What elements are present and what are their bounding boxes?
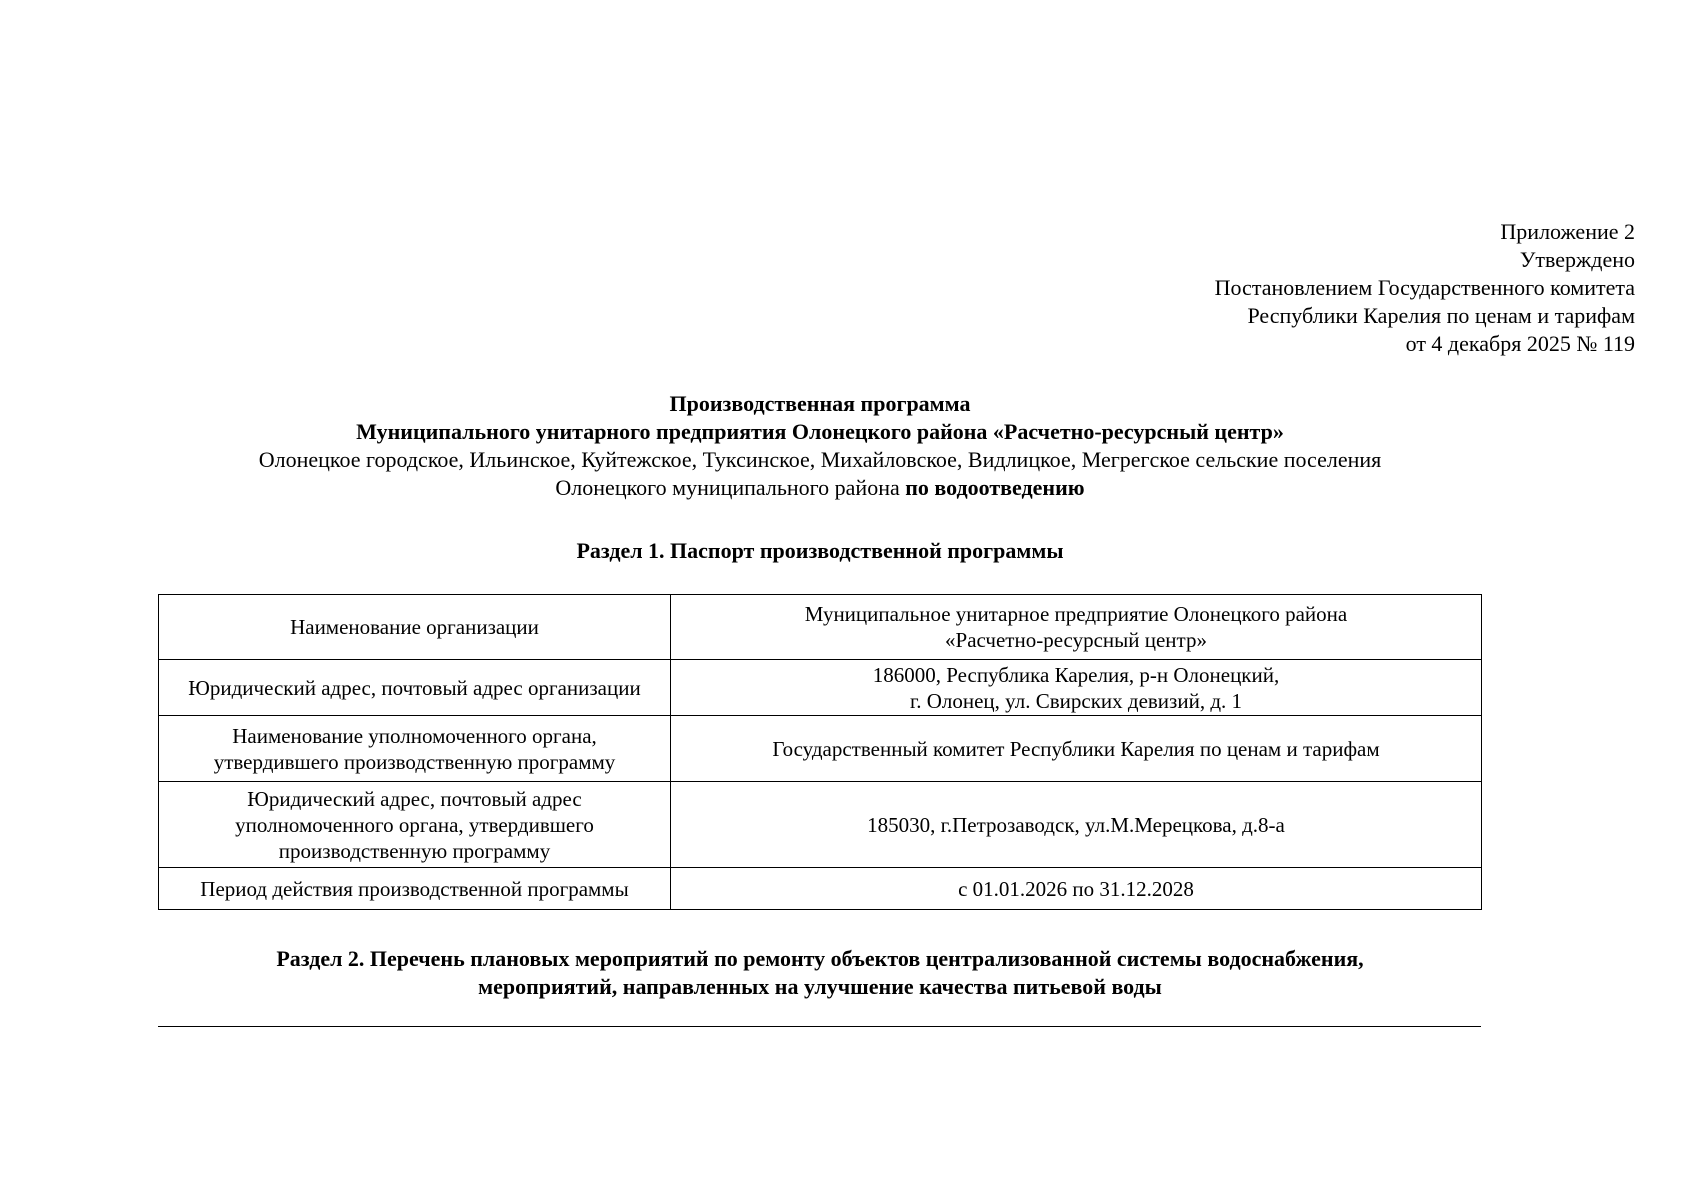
row-label: Юридический адрес, почтовый адрес организации — [159, 660, 671, 716]
document-title: Производственная программа — [669, 391, 971, 416]
row-label: Юридический адрес, почтовый адрес уполномоченного органа, утвердившего производственную программу — [159, 782, 671, 868]
table-top-rule — [158, 1026, 1481, 1027]
approved-label: Утверждено — [1519, 247, 1635, 272]
district-name: Олонецкого муниципального района — [555, 475, 906, 500]
row-value: с 01.01.2026 по 31.12.2028 — [671, 868, 1482, 910]
section2-heading-line2: мероприятий, направленных на улучшение качества питьевой воды — [478, 974, 1162, 999]
row-value: Муниципальное унитарное предприятие Олонецкого района «Расчетно-ресурсный центр» — [671, 595, 1482, 660]
passport-table — [158, 594, 1482, 910]
row-value: 186000, Республика Карелия, р-н Олонецкий, г. Олонец, ул. Свирских девизий, д. 1 — [671, 660, 1482, 716]
table-row — [159, 716, 1482, 782]
district-line — [150, 474, 1490, 502]
row-value: 185030, г.Петрозаводск, ул.М.Мерецкова, д.8-а — [671, 782, 1482, 868]
table-row — [159, 782, 1482, 868]
row-label: Наименование организации — [159, 595, 671, 660]
service-type: по водоотведению — [905, 475, 1085, 500]
approved-by-line2: Республики Карелия по ценам и тарифам — [1247, 303, 1635, 328]
section2-heading-line1: Раздел 2. Перечень плановых мероприятий по ремонту объектов централизованной системы водоснабжения, — [276, 946, 1364, 971]
row-label: Наименование уполномоченного органа, утвердившего производственную программу — [159, 716, 671, 782]
section2-heading — [150, 945, 1490, 1001]
table-row — [159, 595, 1482, 660]
approval-block — [935, 218, 1635, 358]
table-row — [159, 868, 1482, 910]
row-label: Период действия производственной программы — [159, 868, 671, 910]
organization-name: Муниципального унитарного предприятия Олонецкого района «Расчетно-ресурсный центр» — [356, 419, 1284, 444]
appendix-number: Приложение 2 — [1500, 219, 1635, 244]
row-value: Государственный комитет Республики Карелия по ценам и тарифам — [671, 716, 1482, 782]
approval-date: от 4 декабря 2025 № 119 — [1405, 331, 1635, 356]
section1-heading: Раздел 1. Паспорт производственной программы — [576, 538, 1064, 563]
document-title-block — [150, 390, 1490, 502]
approved-by-line1: Постановлением Государственного комитета — [1214, 275, 1635, 300]
settlements-list: Олонецкое городское, Ильинское, Куйтежское, Туксинское, Михайловское, Видлицкое, Мегрегское сельские поселения — [258, 447, 1382, 472]
table-row — [159, 660, 1482, 716]
